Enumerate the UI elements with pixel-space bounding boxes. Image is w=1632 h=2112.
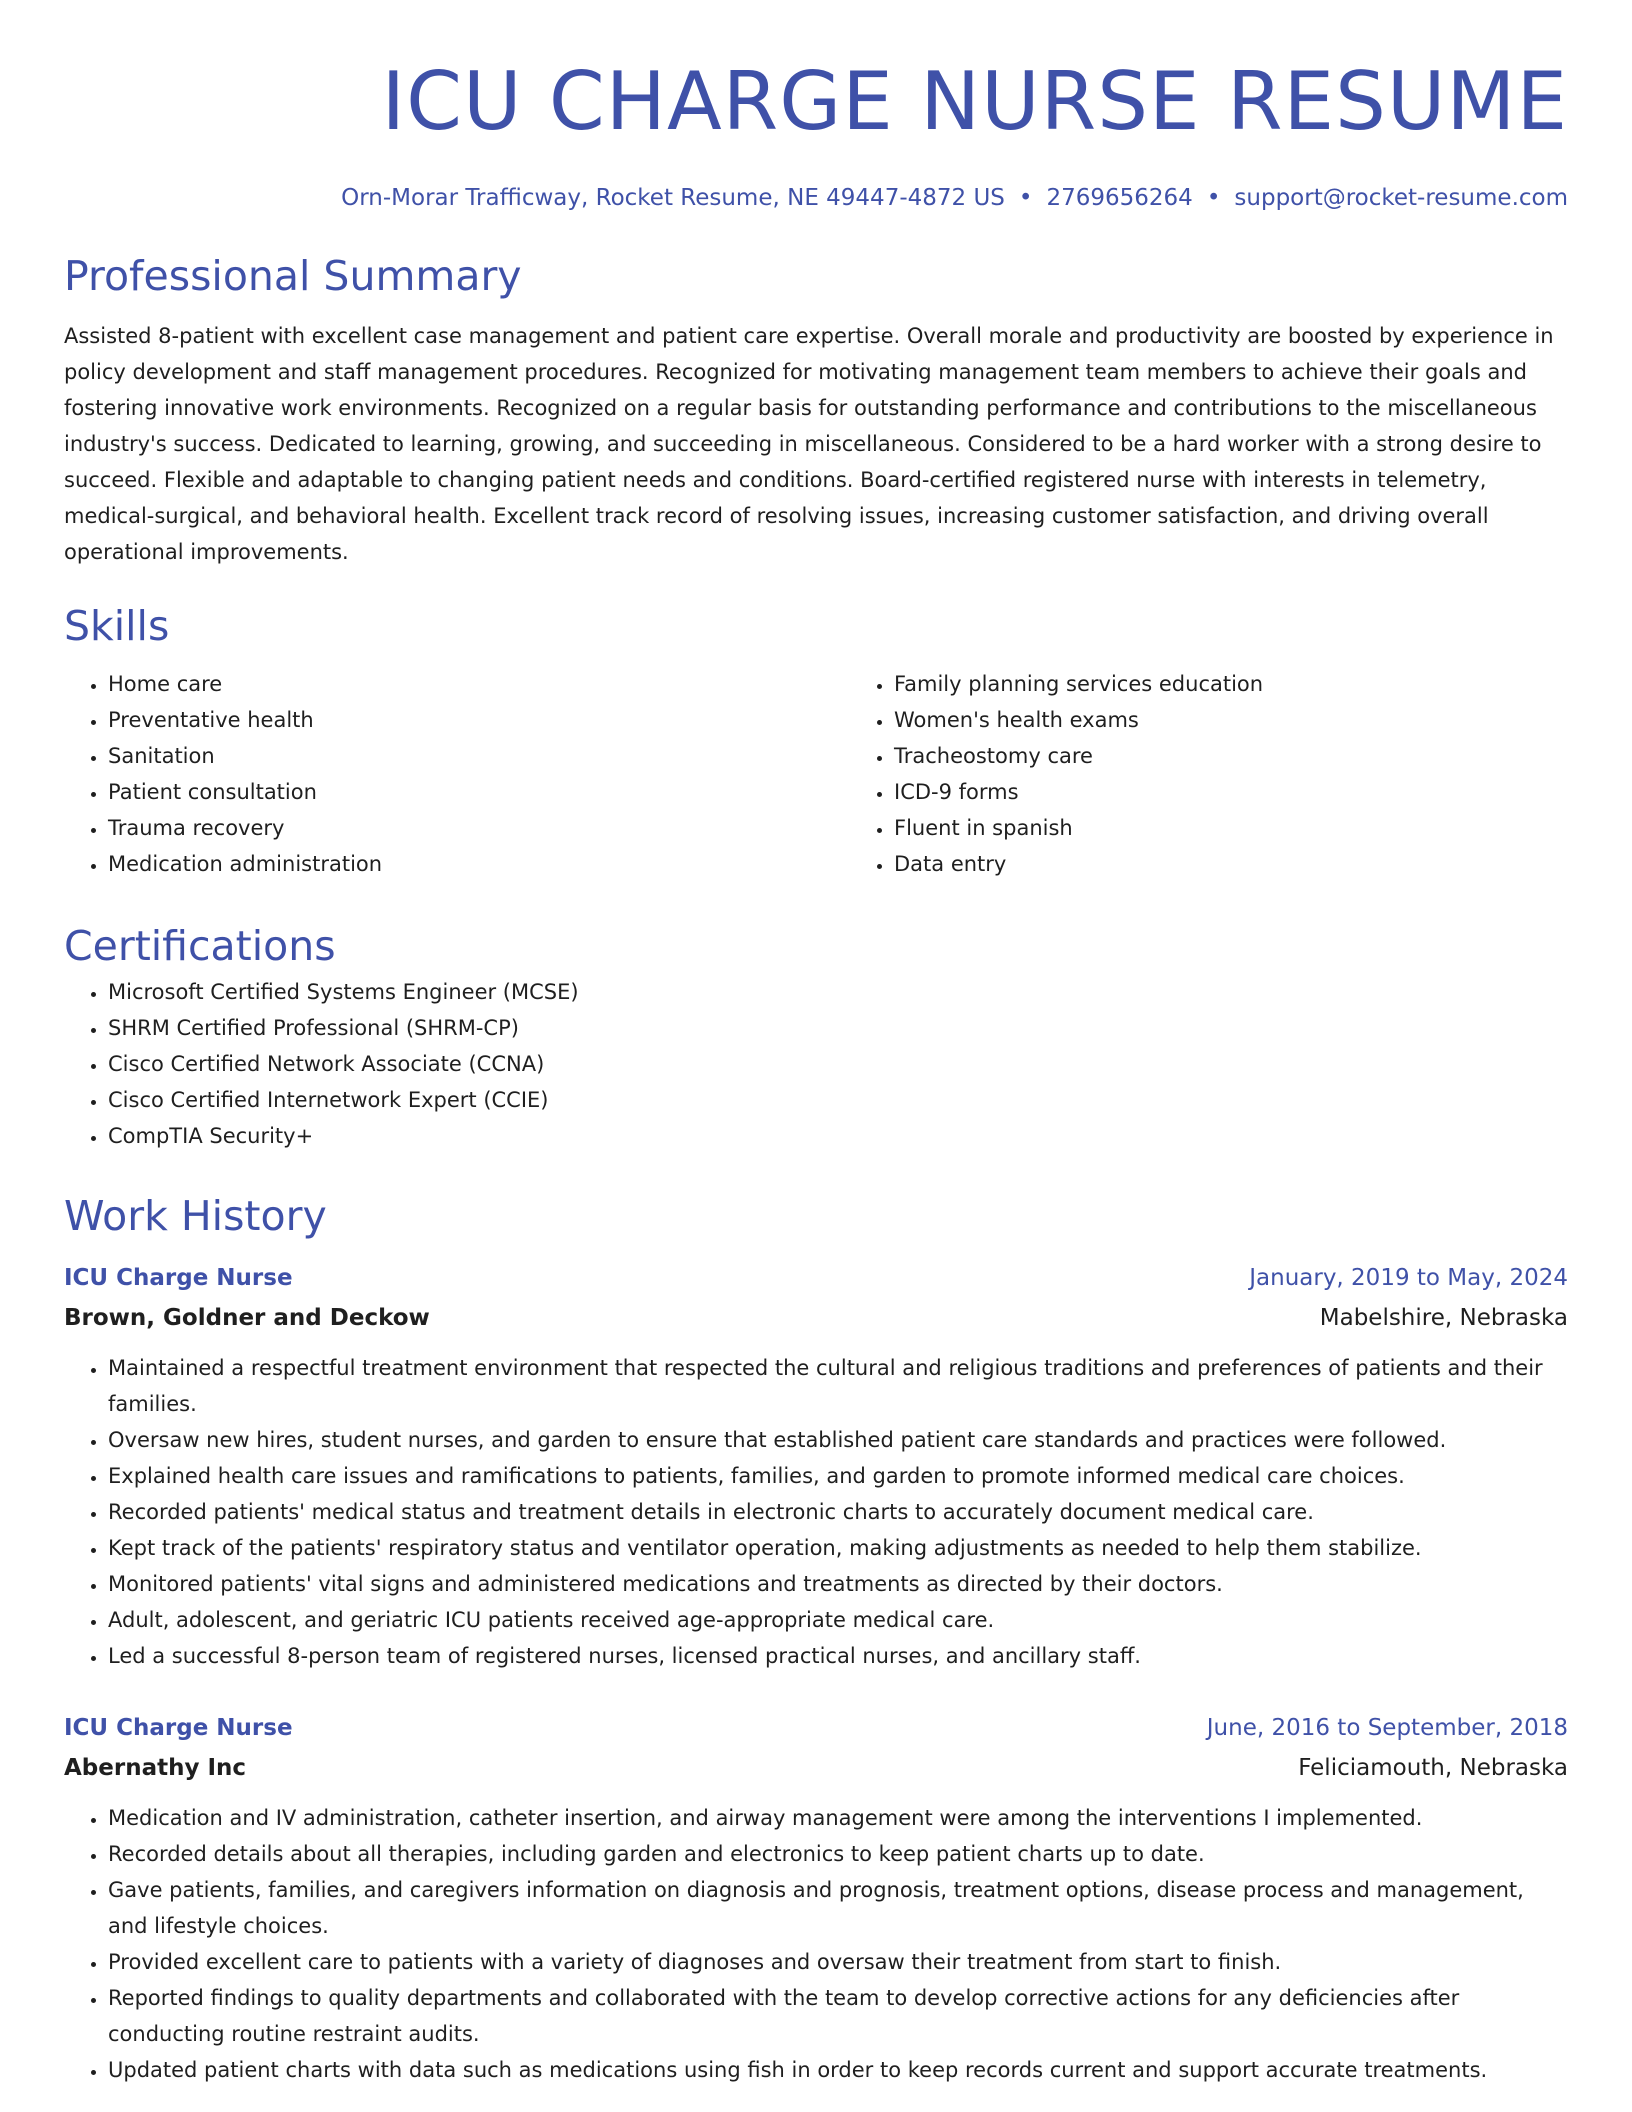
contact-separator: • <box>1206 185 1221 211</box>
job-duty: • Kept track of the patients' respiratory status and ventilator operation, making adjustments as needed to help them stabilize. <box>108 1530 1568 1566</box>
job-duty: • Reported findings to quality departments and collaborated with the team to develop corrective actions for any deficiencies after conducting routine restraint audits. <box>108 1980 1568 2052</box>
certifications-heading: Certifications <box>64 922 336 970</box>
skill-item: • Data entry <box>894 846 1632 882</box>
skill-item: • Sanitation <box>108 738 850 774</box>
skills-list-left <box>64 666 850 882</box>
certifications-list <box>64 974 1568 1154</box>
skill-item: • Family planning services education <box>894 666 1632 702</box>
job-duty: • Medication and IV administration, catheter insertion, and airway management were among the interventions I implemented. <box>108 1800 1568 1836</box>
job-duty: • Updated patient charts with data such as medications using fish in order to keep records current and support accurate treatments. <box>108 2052 1568 2088</box>
job-title-row <box>64 1258 1568 1298</box>
contact-line <box>64 182 1568 214</box>
job-duty: • Led a successful 8-person team of registered nurses, licensed practical nurses, and ancillary staff. <box>108 1638 1568 1674</box>
skill-item: • Preventative health <box>108 702 850 738</box>
work-history-heading: Work History <box>64 1192 327 1240</box>
job-location: Feliciamouth, Nebraska <box>1298 1755 1568 1781</box>
job-company: Brown, Goldner and Deckow <box>64 1305 430 1331</box>
skill-item: • ICD-9 forms <box>894 774 1632 810</box>
job-title: ICU Charge Nurse <box>64 1715 293 1741</box>
skills-list-right <box>850 666 1632 882</box>
job-duty: • Provided excellent care to patients with a variety of diagnoses and oversaw their treatment from start to finish. <box>108 1944 1568 1980</box>
contact-phone: 2769656264 <box>1046 185 1193 211</box>
job-entry <box>64 1258 1568 1674</box>
job-title-row <box>64 1708 1568 1748</box>
job-duty: • Recorded details about all therapies, including garden and electronics to keep patient charts up to date. <box>108 1836 1568 1872</box>
certification-item: • SHRM Certified Professional (SHRM-CP) <box>108 1010 1568 1046</box>
job-location: Mabelshire, Nebraska <box>1319 1305 1568 1331</box>
skill-item: • Home care <box>108 666 850 702</box>
job-duties-list <box>64 1350 1568 1674</box>
job-dates: January, 2019 to May, 2024 <box>1249 1265 1568 1291</box>
job-duty: • Maintained a respectful treatment environment that respected the cultural and religious traditions and preferences of patients and their families. <box>108 1350 1568 1422</box>
certification-item: • Cisco Certified Internetwork Expert (CCIE) <box>108 1082 1568 1118</box>
skill-item: • Tracheostomy care <box>894 738 1632 774</box>
skill-item: • Patient consultation <box>108 774 850 810</box>
certification-item: • CompTIA Security+ <box>108 1118 1568 1154</box>
skills-columns <box>64 666 1568 882</box>
job-company: Abernathy Inc <box>64 1755 247 1781</box>
job-company-row <box>64 1748 1568 1788</box>
job-duty: • Monitored patients' vital signs and administered medications and treatments as directed by their doctors. <box>108 1566 1568 1602</box>
job-duties-list <box>64 1800 1568 2088</box>
resume-header <box>64 52 1568 214</box>
job-duty: • Recorded patients' medical status and treatment details in electronic charts to accurately document medical care. <box>108 1494 1568 1530</box>
summary-heading: Professional Summary <box>64 252 522 300</box>
skill-item: • Women's health exams <box>894 702 1632 738</box>
job-company-row <box>64 1298 1568 1338</box>
skills-heading: Skills <box>64 602 170 650</box>
certification-item: • Microsoft Certified Systems Engineer (MCSE) <box>108 974 1568 1010</box>
job-title: ICU Charge Nurse <box>64 1265 293 1291</box>
skill-item: • Medication administration <box>108 846 850 882</box>
job-duty: • Adult, adolescent, and geriatric ICU patients received age-appropriate medical care. <box>108 1602 1568 1638</box>
summary-text: Assisted 8-patient with excellent case management and patient care expertise. Overall morale and productivity are boosted by experience in policy development and staff management procedures. Recognized for motivating management team members to achieve their goals and fostering innovative work environments. Recognized on a regular basis for outstanding performance and contributions to the miscellaneous industry's success. Dedicated to learning, growing, and succeeding in miscellaneous. Considered to be a hard worker with a strong desire to succeed. Flexible and adaptable to changing patient needs and conditions. Board-certified registered nurse with interests in telemetry, medical-surgical, and behavioral health. Excellent track record of resolving issues, increasing customer satisfaction, and driving overall operational improvements. <box>64 324 1554 564</box>
job-duty: • Explained health care issues and ramifications to patients, families, and garden to promote informed medical care choices. <box>108 1458 1568 1494</box>
job-duty: • Oversaw new hires, student nurses, and garden to ensure that established patient care standards and practices were followed. <box>108 1422 1568 1458</box>
contact-email: support@rocket-resume.com <box>1234 185 1568 211</box>
job-entry <box>64 1708 1568 2088</box>
contact-address: Orn-Morar Trafficway, Rocket Resume, NE 49447-4872 US <box>341 185 1005 211</box>
certification-item: • Cisco Certified Network Associate (CCNA) <box>108 1046 1568 1082</box>
skill-item: • Fluent in spanish <box>894 810 1632 846</box>
resume-title: ICU CHARGE NURSE RESUME <box>381 55 1568 148</box>
job-dates: June, 2016 to September, 2018 <box>1206 1715 1568 1741</box>
skill-item: • Trauma recovery <box>108 810 850 846</box>
job-duty: • Gave patients, families, and caregivers information on diagnosis and prognosis, treatment options, disease process and management, and lifestyle choices. <box>108 1872 1568 1944</box>
contact-separator: • <box>1018 185 1033 211</box>
